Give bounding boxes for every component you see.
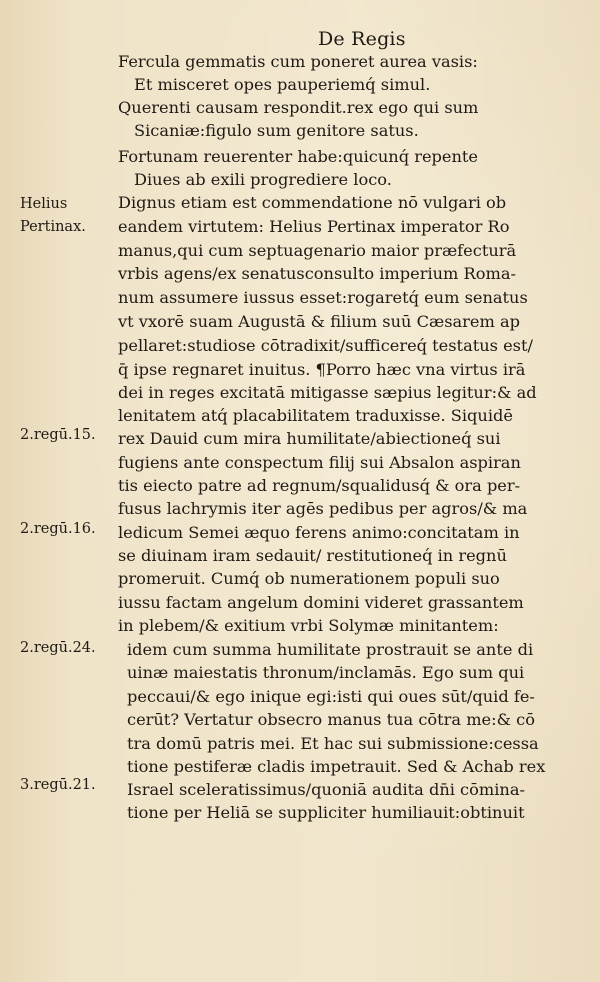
text-line: ledicum Semei æquo ferens animo:concitatam in <box>118 523 520 542</box>
text-line: iussu factam angelum domini videret grassantem <box>118 593 524 612</box>
text-line: peccaui/& ego inique egi:isti qui oues sūt/quid fe- <box>127 687 535 706</box>
text-line: fusus lachrymis iter agēs pedibus per agros/& ma <box>118 499 528 518</box>
text-line: tione pestiferæ cladis impetrauit. Sed & Achab rex <box>127 757 546 776</box>
text-line: se diuinam iram sedauit/ restitutioneq́ in regnū <box>118 546 507 565</box>
text-line: Israel sceleratissimus/quoniā audita dn̄i cōmina- <box>127 780 525 799</box>
text-line: vt vxorē suam Augustā & filium suū Cæsarem ap <box>118 312 520 331</box>
text-line: Et misceret opes pauperiemq́ simul. <box>134 75 431 94</box>
text-line: Fortunam reuerenter habe:quicunq́ repente <box>118 147 478 166</box>
margin-gloss: Pertinax. <box>20 219 86 235</box>
text-line: q̄ ipse regnaret inuitus. ¶Porro hæc vna virtus irā <box>118 360 526 379</box>
text-line: in plebem/& exitium vrbi Solymæ minitantem: <box>118 616 499 635</box>
text-line: Querenti causam respondit.rex ego qui sum <box>118 98 479 117</box>
text-line: Dignus etiam est commendatione nō vulgari ob <box>118 193 507 212</box>
margin-gloss: Helius <box>20 196 68 212</box>
text-line: manus,qui cum septuagenario maior præfecturā <box>118 241 517 260</box>
text-line: eandem virtutem: Helius Pertinax imperator Ro <box>118 217 510 236</box>
margin-gloss: 2.regū.16. <box>20 521 96 537</box>
text-line: tis eiecto patre ad regnum/squalidusq́ & ora per- <box>118 476 521 495</box>
text-line: Diues ab exili progrediere loco. <box>134 170 392 189</box>
text-line: fugiens ante conspectum filij sui Absalon aspiran <box>118 453 521 472</box>
running-header: De Regis <box>318 28 406 50</box>
text-line: dei in reges excitatā mitigasse sæpius legitur:& ad <box>118 383 537 402</box>
text-line: uinæ maiestatis thronum/inclamās. Ego sum qui <box>127 663 525 682</box>
margin-gloss: 2.regū.15. <box>20 427 96 443</box>
text-line: vrbis agens/ex senatusconsulto imperium Roma- <box>118 264 516 283</box>
text-line: promeruit. Cumq́ ob numerationem populi suo <box>118 569 500 588</box>
text-line: tione per Heliā se suppliciter humiliauit:obtinuit <box>127 803 525 822</box>
text-line: tra domū patris mei. Et hac sui submissione:cessa <box>127 734 539 753</box>
margin-gloss: 2.regū.24. <box>20 640 96 656</box>
margin-gloss: 3.regū.21. <box>20 777 96 793</box>
text-line: cerūt? Vertatur obsecro manus tua cōtra me:& cō <box>127 710 535 729</box>
text-line: Fercula gemmatis cum poneret aurea vasis: <box>118 52 478 71</box>
text-line: pellaret:studiose cōtradixit/sufficereq́ testatus est/ <box>118 336 533 355</box>
text-line: num assumere iussus esset:rogaretq́ eum senatus <box>118 288 528 307</box>
text-line: Sicaniæ:figulo sum genitore satus. <box>134 121 419 140</box>
text-line: lenitatem atq́ placabilitatem traduxisse. Siquidē <box>118 406 513 425</box>
text-line: idem cum summa humilitate prostrauit se ante di <box>127 640 534 659</box>
text-line: rex Dauid cum mira humilitate/abiectioneq́ sui <box>118 429 501 448</box>
